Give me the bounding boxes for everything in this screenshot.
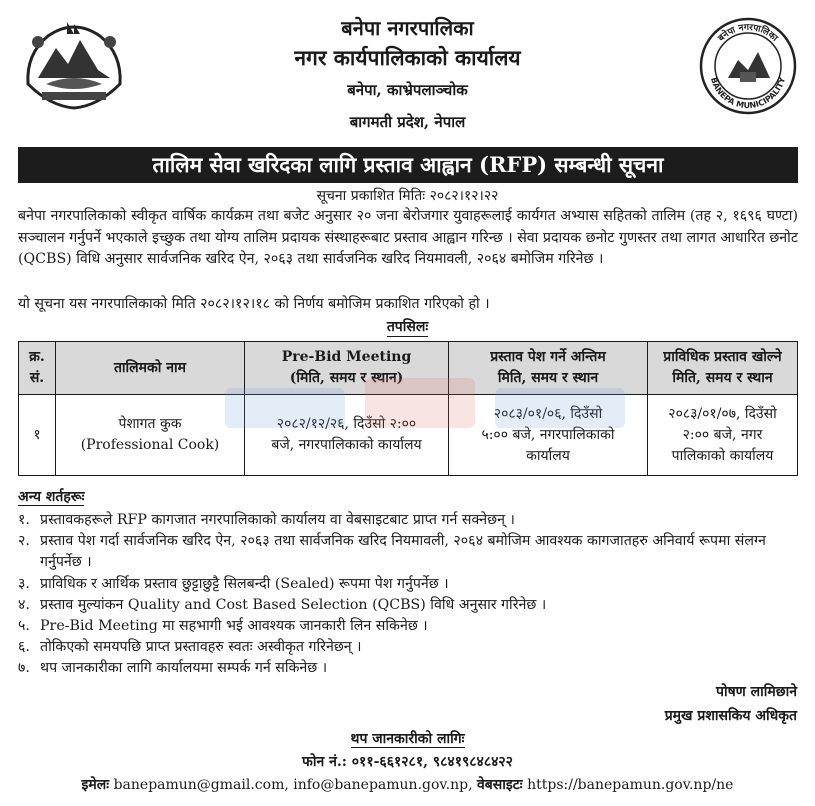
municipality-seal-icon: [698, 16, 798, 116]
decision-paragraph: यो सूचना यस नगरपालिकाको मिति २०८२।१२।१८ को निर्णय बमोजिम प्रकाशित गरिएको हो ।: [18, 296, 490, 312]
schedule-heading-text: तपसिलः: [386, 319, 429, 335]
term-text: Pre-Bid Meeting मा सहभागी भई आवश्यक जानकारी लिन सकिनेछ ।: [40, 618, 428, 635]
cell-opening-line2: २:०० बजे, नगर: [682, 426, 763, 443]
header-training-name: [56, 342, 245, 395]
list-item: [18, 616, 798, 637]
cell-training-name-line1: पेशागत कुक: [118, 416, 182, 432]
intro-paragraph: बनेपा नगरपालिकाको स्वीकृत वार्षिक कार्यक्रम तथा बजेट अनुसार २० जना बेरोजगार युवाहरूलाई कार्यगत अभ्यास सहितको तालिम (तह २, १६९६ घण्टा) सञ्चालन गर्नुपर्ने भएकाले इच्छुक तथा योग्य तालिम प्रदायक संस्थाहरूबाट प्रस्ताव आह्वान गरिन्छ । सेवा प्रदायक छनोट गुणस्तर तथा लागत आधारित छनोट (QCBS) विधि अनुसार सार्वजनिक खरिद ऐन, २०६३ तथा सार्वजनिक खरिद नियमावली, २०६४ बमोजिम गरिनेछ ।: [18, 208, 798, 267]
term-number: २.: [18, 533, 30, 550]
term-number: ३.: [18, 575, 30, 592]
list-item: [18, 531, 798, 573]
list-item: [18, 658, 798, 679]
municipality-name: बनेपा नगरपालिका: [341, 16, 474, 40]
contact-heading-text: थप जानकारीको लागिः: [350, 731, 465, 747]
terms-list: [18, 510, 798, 680]
cell-opening-line3: पालिकाको कार्यालय: [671, 447, 774, 464]
header-prebid-line1: Pre-Bid Meeting: [281, 349, 412, 365]
header-opening-line2: मिति, समय र स्थान: [672, 370, 773, 386]
header-opening-line1: प्राविधिक प्रस्ताव खोल्ने: [663, 349, 782, 365]
signatory-name: पोषण लामिछाने: [716, 684, 797, 700]
contact-heading: [0, 729, 815, 748]
office-location: बनेपा, काभ्रेपलाञ्चोक: [347, 81, 468, 99]
cell-serial: १: [19, 395, 56, 476]
other-terms-heading-text: अन्य शर्तहरूः: [18, 489, 85, 505]
cell-training-name: [56, 395, 245, 476]
email-value[interactable]: banepamun@gmail.com, info@banepamun.gov.np,: [113, 777, 473, 793]
list-item: [18, 574, 798, 595]
cell-deadline-line1: २०८३/०१/०६, दिउँसो: [493, 405, 603, 422]
cell-opening: [648, 395, 798, 476]
term-number: ७.: [18, 660, 30, 677]
cell-training-name-line2: (Professional Cook): [80, 437, 220, 453]
contact-email-web: [0, 775, 815, 794]
cell-opening-line1: २०८३/०१/०७, दिउँसो: [668, 405, 777, 422]
contact-phone: फोन नं.: ०११-६६१२८१, ९८४१९८४८४२२: [302, 754, 513, 770]
header-training-name-text: तालिमको नाम: [113, 359, 187, 376]
published-date: सूचना प्रकाशित मितिः २०८२।१२।२२: [316, 188, 499, 204]
term-text: प्रस्ताव पेश गर्दा सार्वजनिक खरिद ऐन, २०६३ तथा सार्वजनिक खरिद नियमावली, २०६४ बमोजिम आवश्यक कागजातहरु अनिवार्य रूपमा संलग्न गर्नुपर्नेछ ।: [40, 533, 766, 571]
term-number: १.: [18, 512, 30, 528]
term-number: ४.: [18, 596, 30, 613]
email-label: इमेलः: [81, 777, 110, 793]
schedule-table: [18, 341, 798, 476]
cell-deadline: [449, 395, 648, 476]
other-terms-heading: [18, 487, 84, 506]
signatory-title: प्रमुख प्रशासकिय अधिकृत: [664, 708, 797, 724]
header-deadline-line2: मिति, समय र स्थान: [497, 370, 599, 386]
header-serial: [19, 342, 56, 395]
cell-deadline-line3: कार्यालय: [526, 447, 570, 464]
term-text: प्राविधिक र आर्थिक प्रस्ताव छुट्टाछुट्टै सिलबन्दी (Sealed) रूपमा पेश गर्नुपर्नेछ ।: [40, 575, 449, 592]
schedule-heading: [0, 317, 815, 336]
website-label: वेबसाइटः: [477, 777, 523, 793]
term-number: ५.: [18, 618, 30, 635]
cell-prebid-line1: २०८२/१२/२६, दिउँसो २:००: [276, 416, 417, 432]
province-name: बागमती प्रदेश, नेपाल: [349, 113, 466, 131]
cell-deadline-line2: ५:०० बजे, नगरपालिकाको: [481, 426, 615, 443]
term-number: ६.: [18, 639, 30, 656]
cell-prebid: [245, 395, 449, 476]
schedule-header-row: [19, 342, 798, 395]
seal-text-top: बनेपा नगरपालिका: [716, 22, 780, 44]
header-prebid-line2: (मिति, समय र स्थान): [289, 370, 404, 386]
term-text: थप जानकारीका लागि कार्यालयमा सम्पर्क गर्न सकिनेछ ।: [40, 660, 328, 677]
term-text: प्रस्तावकहरूले RFP कागजात नगरपालिकाको कार्यालय वा वेबसाइटबाट प्राप्त गर्न सक्नेछन् ।: [40, 512, 515, 528]
cell-prebid-line2: बजे, नगरपालिकाको कार्यालय: [271, 437, 422, 453]
term-text: तोकिएको समयपछि प्राप्त प्रस्तावहरु स्वतः अस्वीकृत गरिनेछन् ।: [40, 639, 362, 656]
notice-banner-title: तालिम सेवा खरिदका लागि प्रस्ताव आह्वान (RFP) सम्बन्धी सूचना: [18, 147, 798, 183]
term-text: प्रस्ताव मुल्यांकन Quality and Cost Based Selection (QCBS) विधि अनुसार गरिनेछ ।: [40, 596, 547, 613]
list-item: [18, 595, 798, 616]
header-prebid: [245, 342, 449, 395]
header-deadline-line1: प्रस्ताव पेश गर्ने अन्तिम: [490, 349, 606, 365]
list-item: [18, 637, 798, 658]
header-serial-line2: सं.: [29, 370, 45, 386]
website-link[interactable]: https://banepamun.gov.np/ne: [527, 777, 734, 793]
header-opening: [648, 342, 798, 395]
list-item: [18, 510, 798, 531]
seal-text-bottom: BANEPA MUNICIPALITY: [708, 76, 788, 111]
office-name: नगर कार्यपालिकाको कार्यालय: [294, 45, 521, 70]
header-deadline: [449, 342, 648, 395]
table-row: [19, 395, 798, 476]
header-serial-line1: क्र.: [29, 349, 45, 365]
